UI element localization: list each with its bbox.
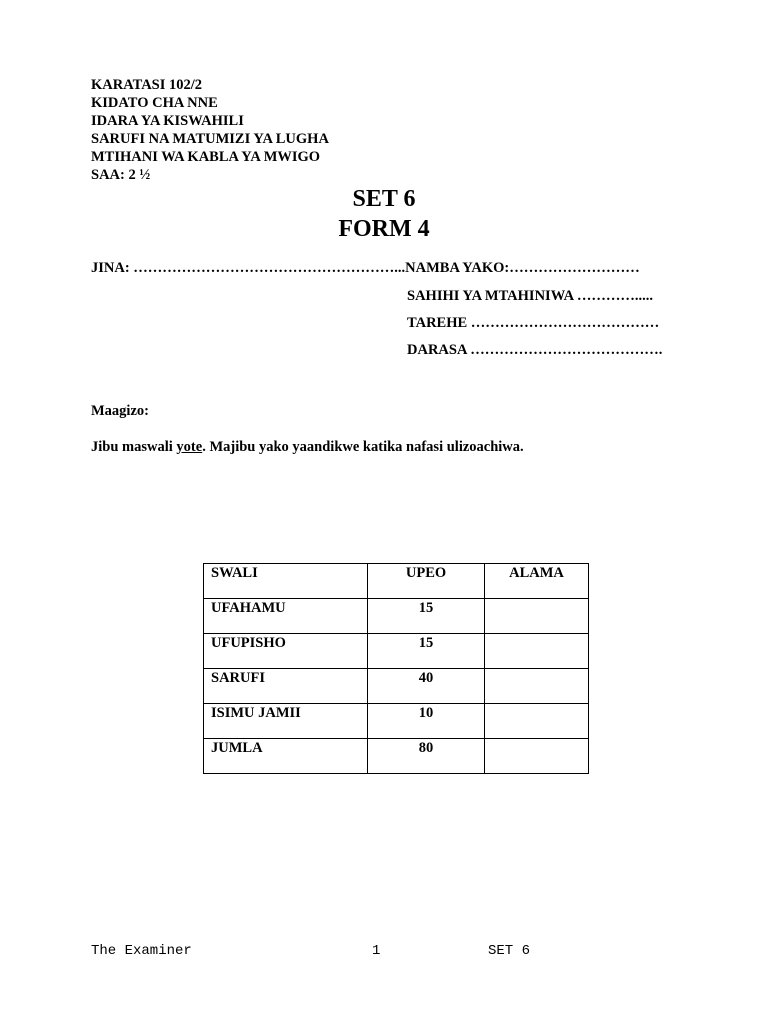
header-subject: SARUFI NA MATUMIZI YA LUGHA: [91, 131, 329, 147]
instructions-heading: Maagizo:: [91, 403, 149, 419]
table-header-cell: UPEO: [368, 564, 485, 599]
table-row: [204, 669, 589, 704]
instructions-underlined-word: yote: [176, 439, 203, 455]
table-cell-alama: [485, 739, 589, 774]
footer-left: The Examiner: [91, 943, 192, 959]
table-cell-upeo: 40: [368, 669, 485, 704]
table-row: [204, 599, 589, 634]
table-cell-swali: UFUPISHO: [204, 634, 368, 669]
header-department: IDARA YA KISWAHILI: [91, 113, 244, 129]
table-header-cell: ALAMA: [485, 564, 589, 599]
footer-page-number: 1: [372, 943, 381, 959]
table-cell-upeo: 10: [368, 704, 485, 739]
instructions-text-before: Jibu maswali: [91, 439, 177, 455]
table-cell-upeo: 15: [368, 599, 485, 634]
table-cell-alama: [485, 704, 589, 739]
table-cell-upeo: 15: [368, 634, 485, 669]
table-header-row: [204, 564, 589, 599]
header-exam-type: MTIHANI WA KABLA YA MWIGO: [91, 149, 321, 165]
form-title: FORM 4: [338, 216, 430, 242]
table-cell-alama: [485, 634, 589, 669]
table-cell-swali: JUMLA: [204, 739, 368, 774]
table-cell-swali: SARUFI: [204, 669, 368, 704]
header-form: KIDATO CHA NNE: [91, 95, 218, 111]
date-field: TAREHE …………………………………: [407, 315, 660, 331]
table-header-cell: SWALI: [204, 564, 368, 599]
table-cell-swali: ISIMU JAMII: [204, 704, 368, 739]
instructions-text: [91, 439, 524, 456]
header-duration: SAA: 2 ½: [91, 167, 151, 183]
table-cell-alama: [485, 599, 589, 634]
set-title: SET 6: [352, 186, 416, 212]
signature-field: SAHIHI YA MTAHINIWA ………….....: [407, 288, 654, 304]
table-cell-alama: [485, 669, 589, 704]
table-row: [204, 634, 589, 669]
class-field: DARASA ………………………………….: [407, 342, 663, 358]
table-cell-upeo: 80: [368, 739, 485, 774]
instructions-text-after: . Majibu yako yaandikwe katika nafasi ulizoachiwa.: [202, 439, 524, 455]
table-row: [204, 704, 589, 739]
exam-header: [91, 76, 329, 184]
table-row: [204, 739, 589, 774]
name-number-field: JINA: ………………………………………………...NAMBA YAKO:………………………: [91, 260, 640, 276]
score-table: [203, 563, 589, 774]
header-paper-code: KARATASI 102/2: [91, 77, 203, 93]
footer-right: SET 6: [488, 943, 531, 959]
table-cell-swali: UFAHAMU: [204, 599, 368, 634]
